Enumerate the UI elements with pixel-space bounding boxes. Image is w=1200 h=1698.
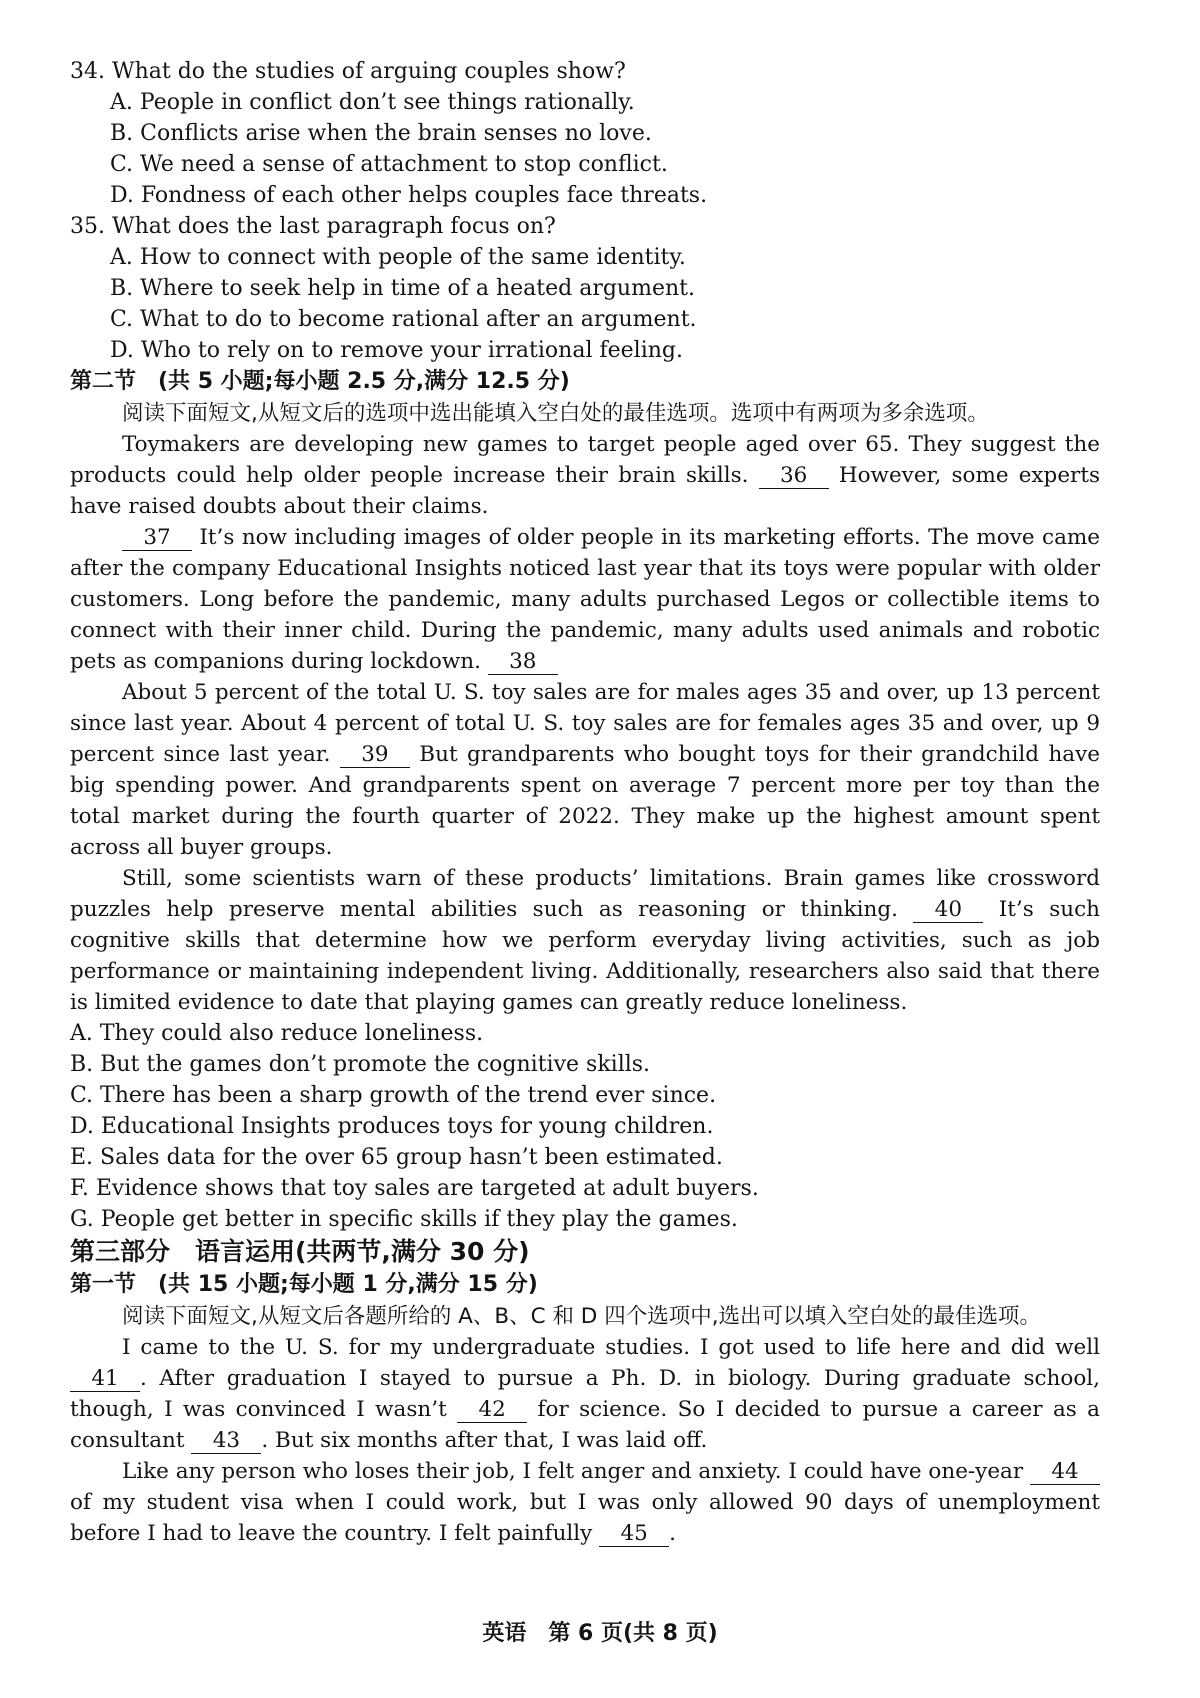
option-b: B. Where to seek help in time of a heated argument.	[110, 276, 695, 301]
option-b: B. Conflicts arise when the brain senses no love.	[110, 121, 652, 146]
passage-paragraph-1	[70, 429, 1100, 522]
passage-paragraph-3	[70, 677, 1100, 863]
blank-45: 45	[599, 1522, 669, 1547]
question-stem: 35. What does the last paragraph focus on?	[70, 214, 556, 239]
paragraph-text: Toymakers are developing new games to target people aged over 65. They suggest the products could help older people increase their brain skills.	[70, 432, 1100, 488]
paragraph-text: But grandparents who bought toys for their grandchild have big spending power. And grandparents spent on average 7 percent more per toy than the total market during the fourth quarter of 2022. They make up the highest amount spent across all buyer groups.	[70, 742, 1100, 860]
paragraph-text: About 5 percent of the total U. S. toy sales are for males ages 35 and over, up 13 percent since last year. About 4 percent of total U. S. toy sales are for females ages 35 and over, up 9 percent since last year.	[70, 680, 1100, 767]
blank-43: 43	[191, 1429, 261, 1454]
option-d: D. Who to rely on to remove your irrational feeling.	[110, 338, 683, 363]
blank-39: 39	[340, 743, 410, 768]
page-content	[70, 56, 1100, 1549]
page-footer: 英语 第 6 页(共 8 页)	[482, 1621, 718, 1646]
passage-paragraph-4	[70, 863, 1100, 1018]
paragraph-text: However, some experts have raised doubts about their claims.	[70, 463, 1100, 519]
choice-b: B. But the games don’t promote the cognitive skills.	[70, 1052, 651, 1077]
answer-choices	[70, 1018, 1100, 1235]
section-2-instruction: 阅读下面短文,从短文后的选项中选出能填入空白处的最佳选项。选项中有两项为多余选项。	[122, 401, 989, 426]
blank-44: 44	[1030, 1460, 1100, 1485]
choice-f: F. Evidence shows that toy sales are targeted at adult buyers.	[70, 1176, 759, 1201]
paragraph-text: for science. So I decided to pursue a career as a consultant	[70, 1397, 1101, 1453]
choice-d: D. Educational Insights produces toys for young children.	[70, 1114, 714, 1139]
passage-paragraph-2	[70, 522, 1100, 677]
cloze-paragraph-1	[70, 1332, 1100, 1456]
option-d: D. Fondness of each other helps couples face threats.	[110, 183, 708, 208]
choice-e: E. Sales data for the over 65 group hasn’t been estimated.	[70, 1145, 723, 1170]
section-2-heading: 第二节 (共 5 小题;每小题 2.5 分,满分 12.5 分)	[70, 369, 570, 394]
option-c: C. We need a sense of attachment to stop conflict.	[110, 152, 668, 177]
paragraph-text: . But six months after that, I was laid off.	[261, 1428, 708, 1453]
paragraph-text: Like any person who loses their job, I felt anger and anxiety. I could have one-year	[122, 1459, 1024, 1484]
cloze-paragraph-2	[70, 1456, 1100, 1549]
paragraph-text: . After graduation I stayed to pursue a Ph. D. in biology. During graduate school, though, I was convinced I wasn’t	[70, 1366, 1100, 1422]
blank-37: 37	[122, 526, 192, 551]
blank-41: 41	[70, 1367, 140, 1392]
choice-a: A. They could also reduce loneliness.	[70, 1021, 484, 1046]
option-c: C. What to do to become rational after an argument.	[110, 307, 697, 332]
choice-c: C. There has been a sharp growth of the trend ever since.	[70, 1083, 717, 1108]
option-a: A. People in conflict don’t see things rationally.	[110, 90, 635, 115]
paragraph-text: It’s now including images of older people in its marketing efforts. The move came after the company Educational Insights noticed last year that its toys were popular with older customers. Long before the pandemic, many adults purchased Legos or collectible items to connect with their inner child. During the pandemic, many adults used animals and robotic pets as companions during lockdown.	[70, 525, 1100, 674]
part-3-instruction: 阅读下面短文,从短文后各题所给的 A、B、C 和 D 四个选项中,选出可以填入空白处的最佳选项。	[122, 1304, 1042, 1329]
part-3-heading: 第三部分 语言运用(共两节,满分 30 分)	[70, 1237, 530, 1266]
blank-42: 42	[457, 1398, 527, 1423]
paragraph-text: It’s such cognitive skills that determine how we perform everyday living activities, such as job performance or maintaining independent living. Additionally, researchers also said that there is limited evidence to date that playing games can greatly reduce loneliness.	[70, 897, 1100, 1015]
paragraph-text: I came to the U. S. for my undergraduate studies. I got used to life here and did well	[122, 1335, 1100, 1360]
part-3-section-1-heading: 第一节 (共 15 小题;每小题 1 分,满分 15 分)	[70, 1272, 538, 1297]
choice-g: G. People get better in specific skills if they play the games.	[70, 1207, 738, 1232]
option-a: A. How to connect with people of the same identity.	[110, 245, 686, 270]
paragraph-text: of my student visa when I could work, but I was only allowed 90 days of unemployment before I had to leave the country. I felt painfully	[70, 1490, 1100, 1546]
paragraph-text: .	[669, 1521, 677, 1546]
paragraph-text: Still, some scientists warn of these products’ limitations. Brain games like crossword puzzles help preserve mental abilities such as reasoning or thinking.	[70, 866, 1100, 922]
question-34	[70, 56, 1100, 211]
blank-40: 40	[913, 898, 983, 923]
blank-36: 36	[759, 464, 829, 489]
question-35	[70, 211, 1100, 366]
question-stem: 34. What do the studies of arguing couples show?	[70, 59, 626, 84]
blank-38: 38	[488, 650, 558, 675]
